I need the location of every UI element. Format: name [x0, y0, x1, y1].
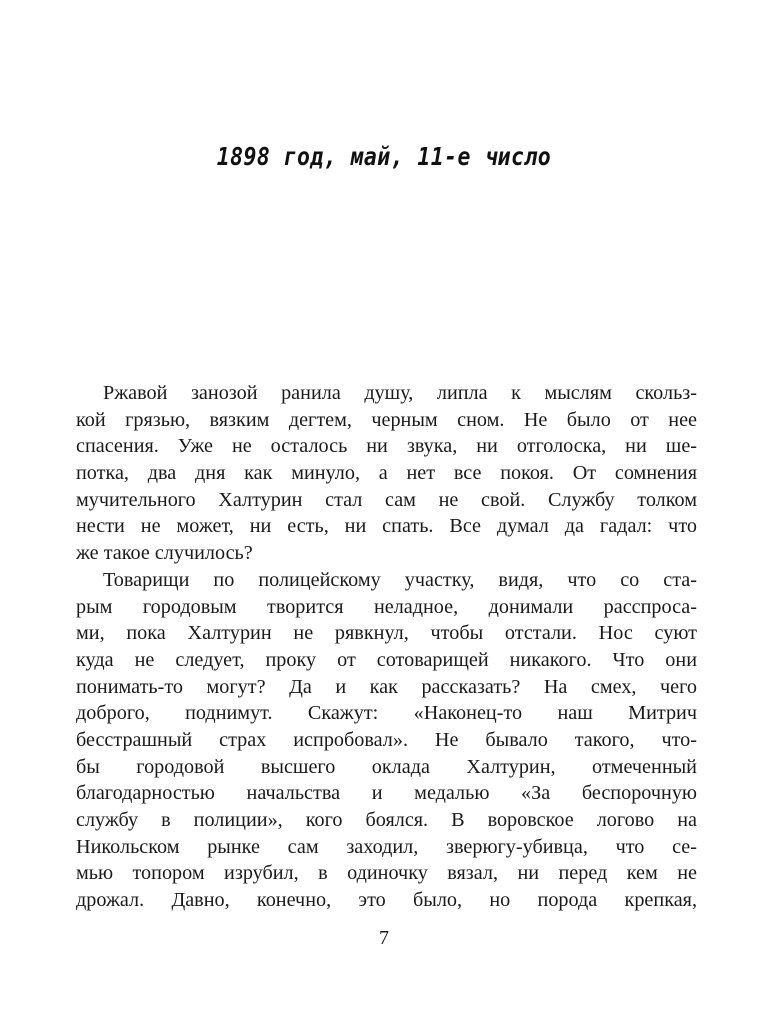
text-line: мучительного Халтурин стал сам не свой. Службу толком	[76, 488, 697, 511]
chapter-title: 1898 год, май, 11-е число	[216, 142, 552, 171]
text-line: мью топором изрубил, в одиночку вязал, ни перед кем не	[76, 862, 697, 885]
text-line: куда не следует, проку от сотоварищей никакого. Что они	[76, 648, 697, 671]
text-line: ми, пока Халтурин не рявкнул, чтобы отстали. Нос суют	[76, 622, 697, 645]
text-line: Никольском рынке сам заходил, зверюгу-убивца, что се-	[76, 835, 697, 858]
text-line: бесстрашный страх испробовал». Не бывало такого, что-	[76, 728, 697, 751]
text-line: нести не может, ни есть, ни спать. Все думал да гадал: что	[76, 515, 697, 538]
text-line: благодарностью начальства и медалью «За беспорочную	[76, 782, 697, 805]
text-line: бы городовой высшего оклада Халтурин, отмеченный	[76, 755, 697, 778]
text-line: Товарищи по полицейскому участку, видя, что со ста-	[103, 568, 697, 591]
text-line: дрожал. Давно, конечно, это было, но порода крепкая,	[76, 889, 697, 912]
page-number: 7	[379, 927, 389, 949]
text-line: Ржавой занозой ранила душу, липла к мыслям скольз-	[103, 382, 697, 404]
text-line: потка, два дня как минуло, а нет все покоя. От сомнения	[76, 462, 697, 485]
body-text	[76, 380, 697, 914]
text-line: службу в полиции», кого боялся. В воровское логово на	[76, 809, 697, 831]
text-line: рым городовым творится неладное, донимали расспроса-	[76, 595, 697, 618]
text-line: доброго, поднимут. Скажут: «Наконец-то наш Митрич	[76, 702, 697, 725]
text-line: же такое случилось?	[76, 542, 253, 565]
text-line: понимать-то могут? Да и как рассказать? На смех, чего	[76, 675, 697, 698]
text-line: кой грязью, вязким дегтем, черным сном. Не было от нее	[76, 408, 697, 431]
text-line: спасения. Уже не осталось ни звука, ни отголоска, ни ше-	[76, 435, 697, 458]
